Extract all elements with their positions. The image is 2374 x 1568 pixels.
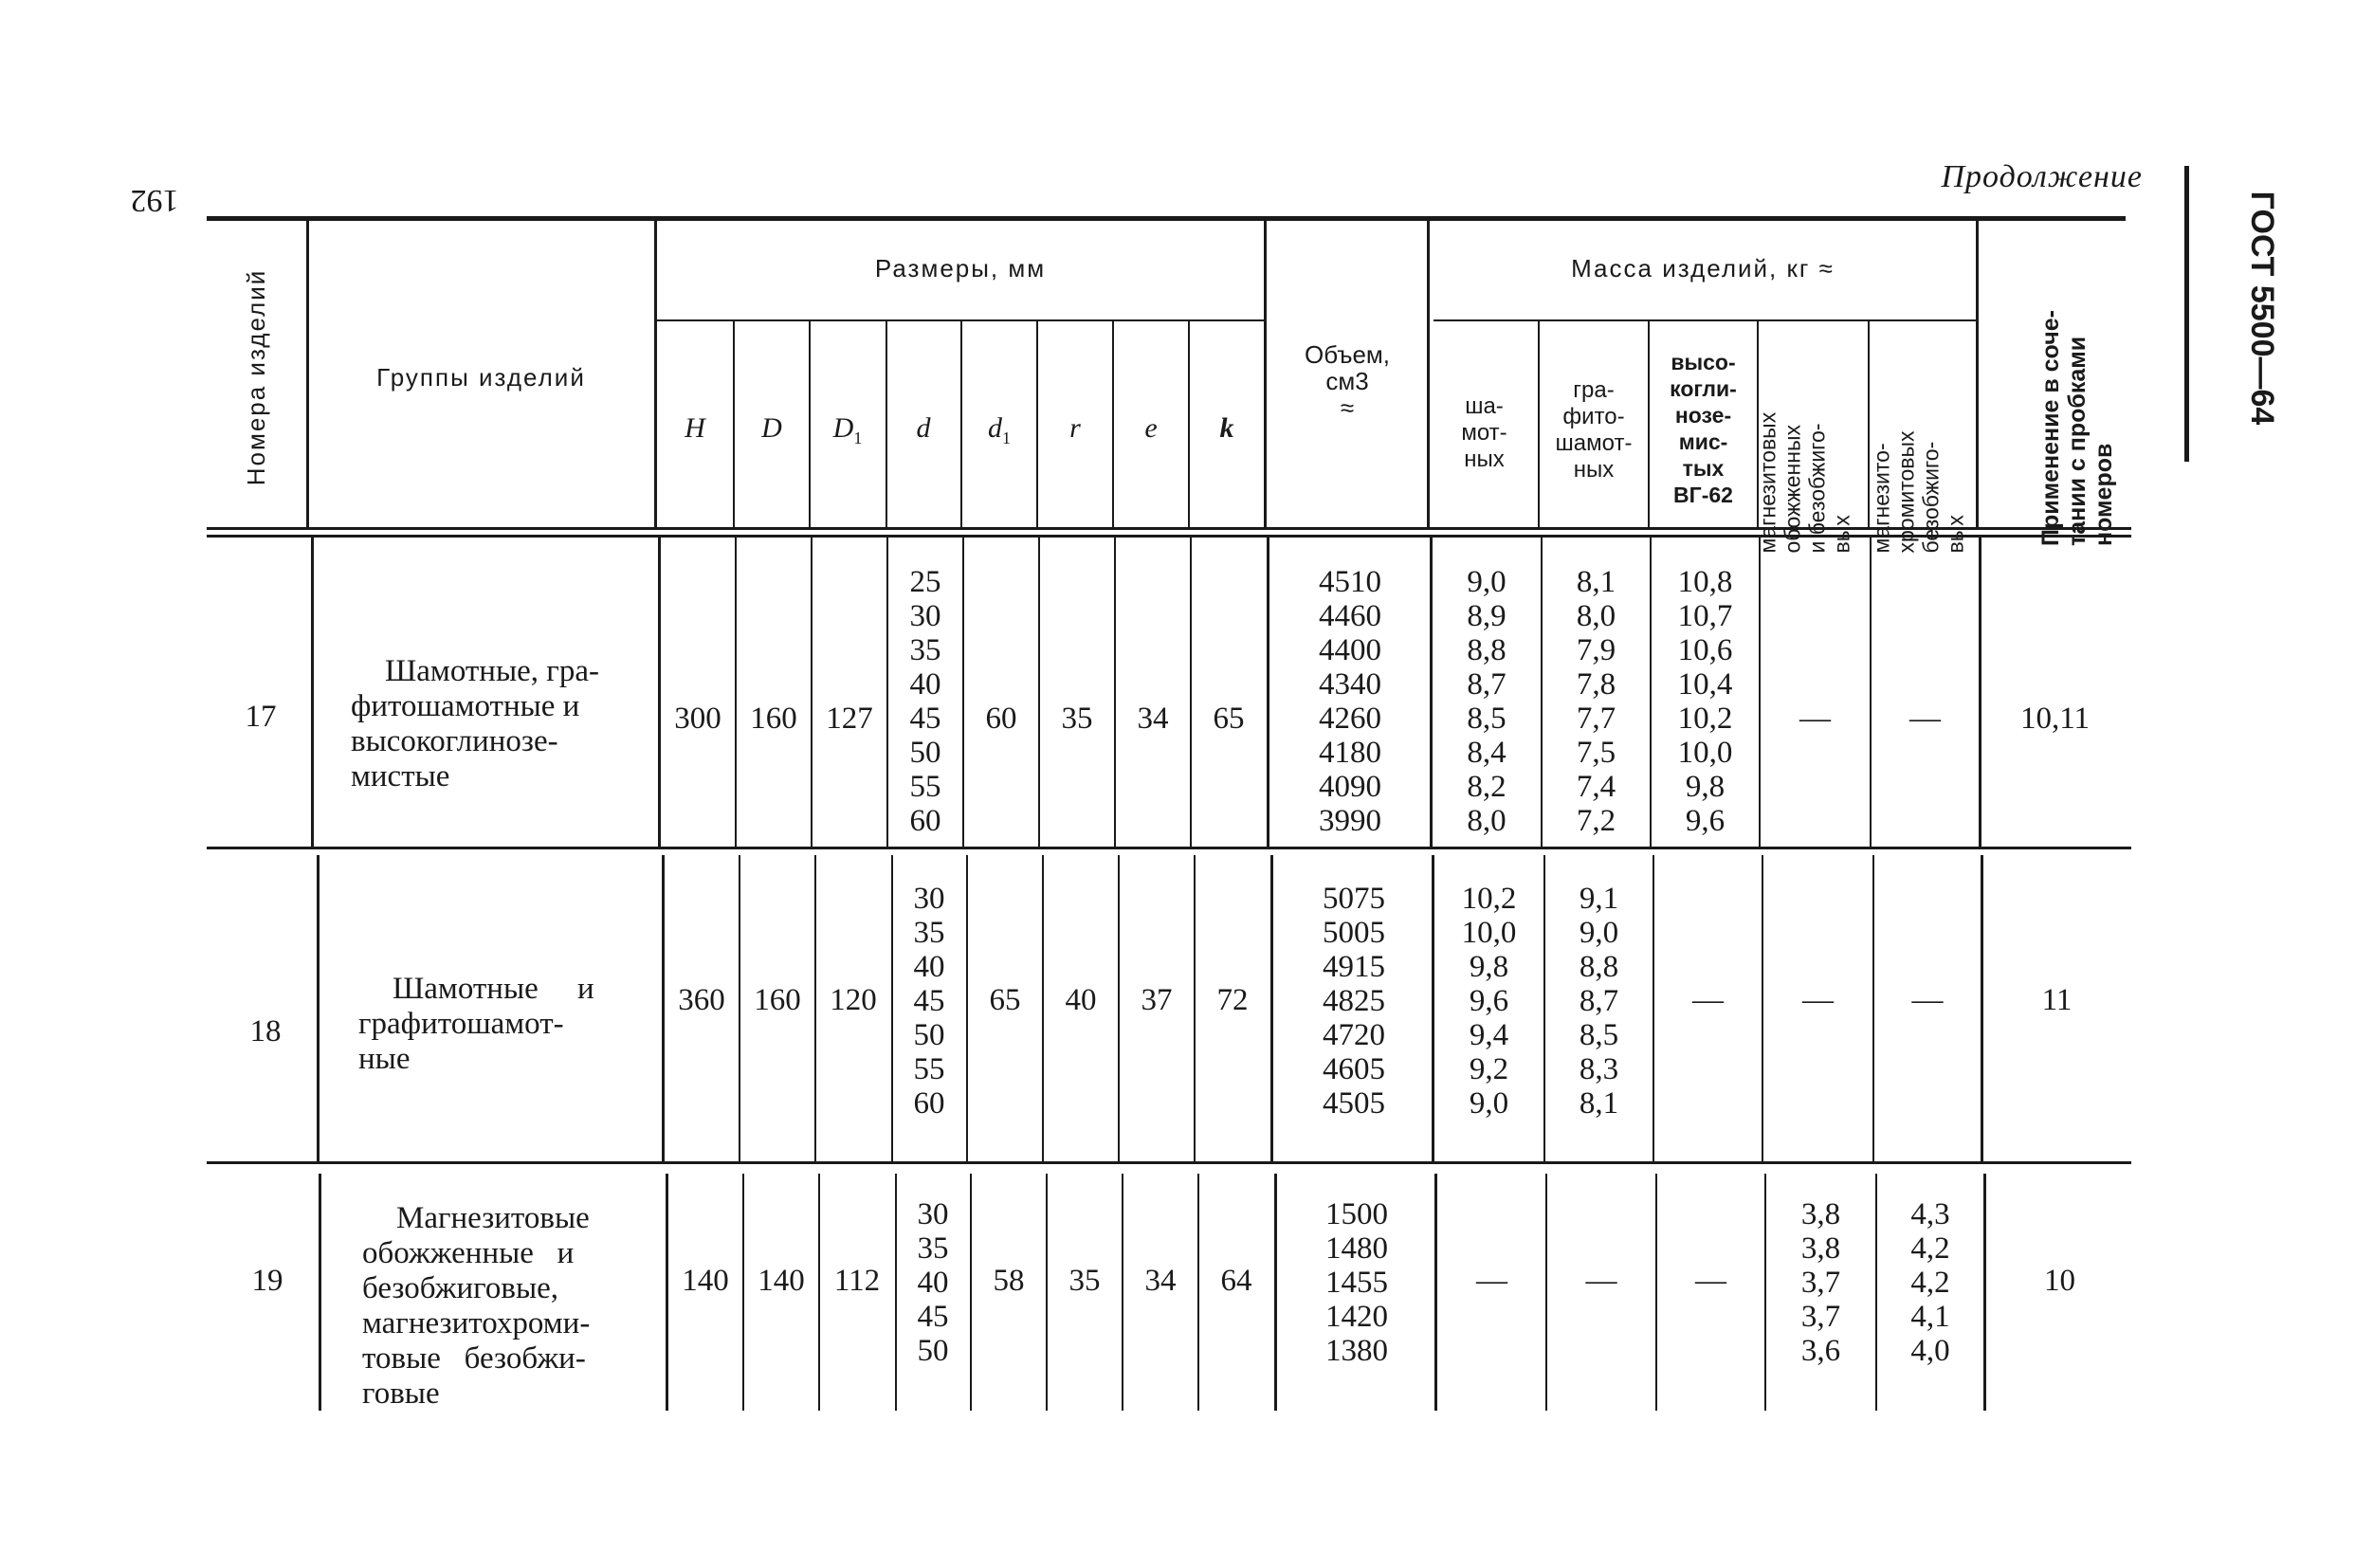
mass-value: 9,8 [1685,770,1726,804]
cell-k: 65 [1213,702,1245,736]
mass-value: 8,9 [1467,599,1507,633]
header-dim-H: H [685,412,705,444]
mass-value: 7,8 [1576,667,1616,702]
mass-value: 3,6 [1800,1334,1841,1368]
col-line [1979,538,1981,847]
d-value: 60 [909,804,941,838]
cell-fireclay [1434,882,1543,1121]
cell-H: 140 [682,1264,729,1298]
header-usage-line2: тании с пробками [2064,336,2091,546]
mass-subrule [1434,319,1976,321]
mass-value: 9,0 [1469,1086,1509,1121]
mass-value: 3,7 [1800,1300,1841,1334]
cell-magnesite [1766,1197,1875,1368]
mass-value: 4,2 [1910,1266,1950,1300]
col-line [1114,538,1116,847]
col-line [1759,538,1761,847]
group-line: магнезитохроми- [362,1306,591,1340]
cell-d1: 58 [993,1264,1025,1298]
volume-value: 4340 [1319,667,1381,702]
mass-value: 10,6 [1677,633,1733,667]
d-value: 50 [913,1018,945,1052]
mass-value: 10,7 [1677,599,1733,633]
d-value: 30 [909,599,941,633]
col-line [306,221,309,527]
mass-value: 9,0 [1467,565,1507,599]
header-volume [1267,341,1428,421]
header-usage-line3: номеров [2091,443,2117,546]
header-dimensions: Размеры, мм [874,254,1047,283]
group-line: графитошамот- [358,1007,564,1041]
cell-fireclay [1433,565,1541,838]
mass-value: 10,0 [1677,736,1733,770]
cell-magchrome: — [1909,702,1941,736]
mass-value: 9,6 [1469,984,1509,1018]
mass-value: 8,8 [1579,950,1619,984]
mass-value: 9,4 [1469,1018,1509,1052]
mass-value: 8,0 [1576,599,1616,633]
col-line [735,538,737,847]
cell-magnesite: — [1799,702,1831,736]
header-dim-k: k [1219,412,1234,444]
col-line [1870,538,1872,847]
d-value: 30 [913,882,945,916]
row-group [358,972,643,1077]
header-dim-d1-letter: d [988,412,1002,444]
header-mass-magnesite [1756,350,1862,554]
cell-graphite [1543,565,1650,838]
mass-value: 7,2 [1576,804,1616,838]
col-line [319,1174,321,1411]
header-mass: Масса изделий, кг ≈ [1571,254,1835,283]
mass-value: 3,8 [1800,1231,1841,1266]
header-mass-magchrome [1870,350,1976,554]
group-line: мистые [351,759,450,793]
d-value: 35 [913,916,945,950]
cell-d [892,882,966,1121]
cell-D1: 127 [826,702,873,736]
header-mag-line2: обожженных [1780,425,1805,554]
d-value: 55 [909,770,941,804]
cell-usage: 10 [2044,1264,2075,1298]
volume-value: 4720 [1323,1018,1385,1052]
d-value: 50 [917,1334,949,1368]
cell-d [888,565,962,838]
volume-value: 1480 [1325,1231,1388,1266]
cell-highalumina [1652,565,1759,838]
cell-volume [1273,882,1434,1121]
group-line: Магнезитовые [396,1201,590,1235]
page-number: 192 [130,183,179,218]
cell-fireclay: — [1476,1264,1507,1298]
mass-value: 10,0 [1461,916,1517,950]
volume-value: 5005 [1323,916,1385,950]
header-mass-highalumina: высо- когли- нозе- мис- тых ВГ-62 [1670,350,1737,507]
volume-value: 4260 [1319,702,1381,736]
cell-k: 72 [1216,983,1249,1017]
header-dim-r: r [1069,412,1081,444]
col-line [311,538,314,847]
group-line: товые безобжи- [362,1341,586,1376]
header-mag-line3: и безобжиго- [1804,423,1830,554]
cell-H: 360 [678,983,725,1017]
row-separator-18 [207,1161,2131,1164]
header-volume-line3: ≈ [1340,393,1355,422]
header-usage-line1: Применение в соче- [2037,310,2064,546]
mass-value: 8,3 [1579,1052,1619,1086]
col-line [1190,538,1192,847]
cell-highalumina: — [1695,1264,1726,1298]
mass-value: 9,6 [1685,804,1726,838]
group-line: высокоглинозе- [351,724,558,758]
header-dim-D1 [811,412,885,448]
row-group [351,654,645,794]
cell-d1: 60 [985,702,1017,736]
volume-value: 4460 [1319,599,1381,633]
cell-k: 64 [1220,1264,1252,1298]
row-number: 17 [245,700,277,734]
col-line [317,855,320,1161]
mass-value: 8,2 [1467,770,1507,804]
header-volume-line2: см3 [1325,367,1369,395]
cell-volume [1269,565,1431,838]
header-mass-graphite: гра- фито- шамот- ных [1555,377,1633,483]
mass-value: 7,5 [1576,736,1616,770]
mass-value: 8,1 [1579,1086,1619,1121]
mass-value: 4,1 [1910,1300,1950,1334]
header-magchrome-line3: безобжиго- [1918,441,1944,554]
group-line: фитошамотные и [351,689,580,723]
mass-value: 8,8 [1467,633,1507,667]
mass-value: 3,8 [1800,1197,1841,1231]
cell-magnesite: — [1802,983,1834,1017]
header-dim-d1 [962,412,1036,448]
header-magchrome-line4: вых [1943,515,1968,554]
mass-value: 10,8 [1677,565,1733,599]
cell-e: 34 [1144,1264,1177,1298]
group-line: обожженные и [362,1236,575,1270]
mass-value: 8,4 [1467,736,1507,770]
cell-e: 34 [1137,702,1169,736]
col-line [962,538,964,847]
d-value: 55 [913,1052,945,1086]
cell-magchrome: — [1911,983,1944,1017]
mass-value: 8,5 [1467,702,1507,736]
group-line: Шамотные и [393,972,594,1006]
d-value: 40 [917,1266,949,1300]
volume-value: 4180 [1319,736,1381,770]
header-dim-d1-sub: 1 [1002,428,1011,447]
mass-value: 7,7 [1576,702,1616,736]
mass-value: 8,7 [1467,667,1507,702]
cell-graphite: — [1585,1264,1617,1298]
mass-value: 8,0 [1467,804,1507,838]
mass-value: 8,7 [1579,984,1619,1018]
d-value: 35 [917,1231,949,1266]
mass-value: 8,1 [1576,565,1616,599]
cell-d [896,1197,970,1368]
cell-r: 35 [1061,702,1093,736]
header-dim-D1-sub: 1 [853,428,863,447]
header-volume-line1: Объем, [1304,340,1391,369]
group-line: ные [358,1042,411,1076]
volume-value: 5075 [1323,882,1385,916]
cell-volume [1277,1197,1436,1368]
volume-value: 3990 [1319,804,1381,838]
cell-r: 40 [1065,983,1097,1017]
group-line: безобжиговые, [362,1271,559,1305]
d-value: 30 [917,1197,949,1231]
standard-rule [2184,166,2189,462]
header-mag-line1: магнезитовых [1755,411,1780,554]
d-value: 25 [909,565,941,599]
mass-value: 4,2 [1910,1231,1950,1266]
cell-highalumina: — [1692,983,1724,1017]
cell-e: 37 [1141,983,1173,1017]
cell-usage: 11 [2041,983,2073,1017]
mass-value: 10,4 [1677,667,1733,702]
volume-value: 1380 [1325,1334,1388,1368]
cell-d1: 65 [989,983,1021,1017]
d-value: 60 [913,1086,945,1121]
continuation-label: Продолжение [1941,159,2143,194]
d-value: 45 [917,1300,949,1334]
volume-value: 4400 [1319,633,1381,667]
d-value: 35 [909,633,941,667]
cell-D1: 112 [833,1264,881,1298]
row-separator-17 [207,847,2131,849]
header-mag-line4: вых [1829,515,1854,554]
cell-D: 140 [758,1264,805,1298]
mass-value: 9,2 [1469,1052,1509,1086]
row-group [362,1201,647,1412]
cell-usage: 10,11 [2019,702,2091,736]
cell-D: 160 [750,702,797,736]
d-value: 45 [909,702,941,736]
volume-value: 4825 [1323,984,1385,1018]
header-dim-D: D [761,412,782,444]
d-value: 40 [909,667,941,702]
row-number: 18 [249,1014,282,1048]
volume-value: 1420 [1325,1300,1388,1334]
mass-value: 9,1 [1579,882,1619,916]
mass-value: 10,2 [1677,702,1733,736]
mass-value: 3,7 [1800,1266,1841,1300]
header-item-numbers: Номера изделий [242,268,270,486]
volume-value: 1455 [1325,1266,1388,1300]
group-line: говые [362,1377,440,1411]
volume-value: 4605 [1323,1052,1385,1086]
header-magchrome-line2: хромитовых [1893,430,1919,554]
d-value: 45 [913,984,945,1018]
mass-value: 7,9 [1576,633,1616,667]
col-line [658,538,661,847]
d-value: 40 [913,950,945,984]
mass-value: 7,4 [1576,770,1616,804]
header-usage [2037,252,2144,546]
cell-r: 35 [1068,1264,1101,1298]
volume-value: 4510 [1319,565,1381,599]
mass-value: 10,2 [1461,882,1517,916]
standard-label: ГОСТ 5500—64 [2244,191,2280,426]
header-dim-e: e [1144,412,1158,444]
col-line [1038,538,1040,847]
group-line: Шамотные, гра- [385,654,599,688]
cell-D1: 120 [830,983,877,1017]
col-line [1976,221,1979,527]
col-line [811,538,813,847]
header-magchrome-line1: магнезито- [1869,443,1894,554]
row-number: 19 [251,1264,283,1298]
mass-value: 4,3 [1910,1197,1950,1231]
mass-value: 4,0 [1910,1334,1950,1368]
header-dim-d: d [916,412,931,444]
d-value: 50 [909,736,941,770]
cell-graphite [1545,882,1653,1121]
mass-value: 9,8 [1469,950,1509,984]
mass-value: 9,0 [1579,916,1619,950]
table-top-rule [207,216,2126,221]
cell-magchrome [1877,1197,1983,1368]
header-mass-fireclay: ша- мот- ных [1461,393,1507,472]
volume-value: 1500 [1325,1197,1388,1231]
volume-value: 4505 [1323,1086,1385,1121]
header-dim-D1-letter: D [832,412,854,444]
mass-value: 8,5 [1579,1018,1619,1052]
cell-H: 300 [674,702,721,736]
volume-value: 4090 [1319,770,1381,804]
cell-D: 160 [754,983,801,1017]
header-groups: Группы изделий [376,363,586,392]
volume-value: 4915 [1323,950,1385,984]
